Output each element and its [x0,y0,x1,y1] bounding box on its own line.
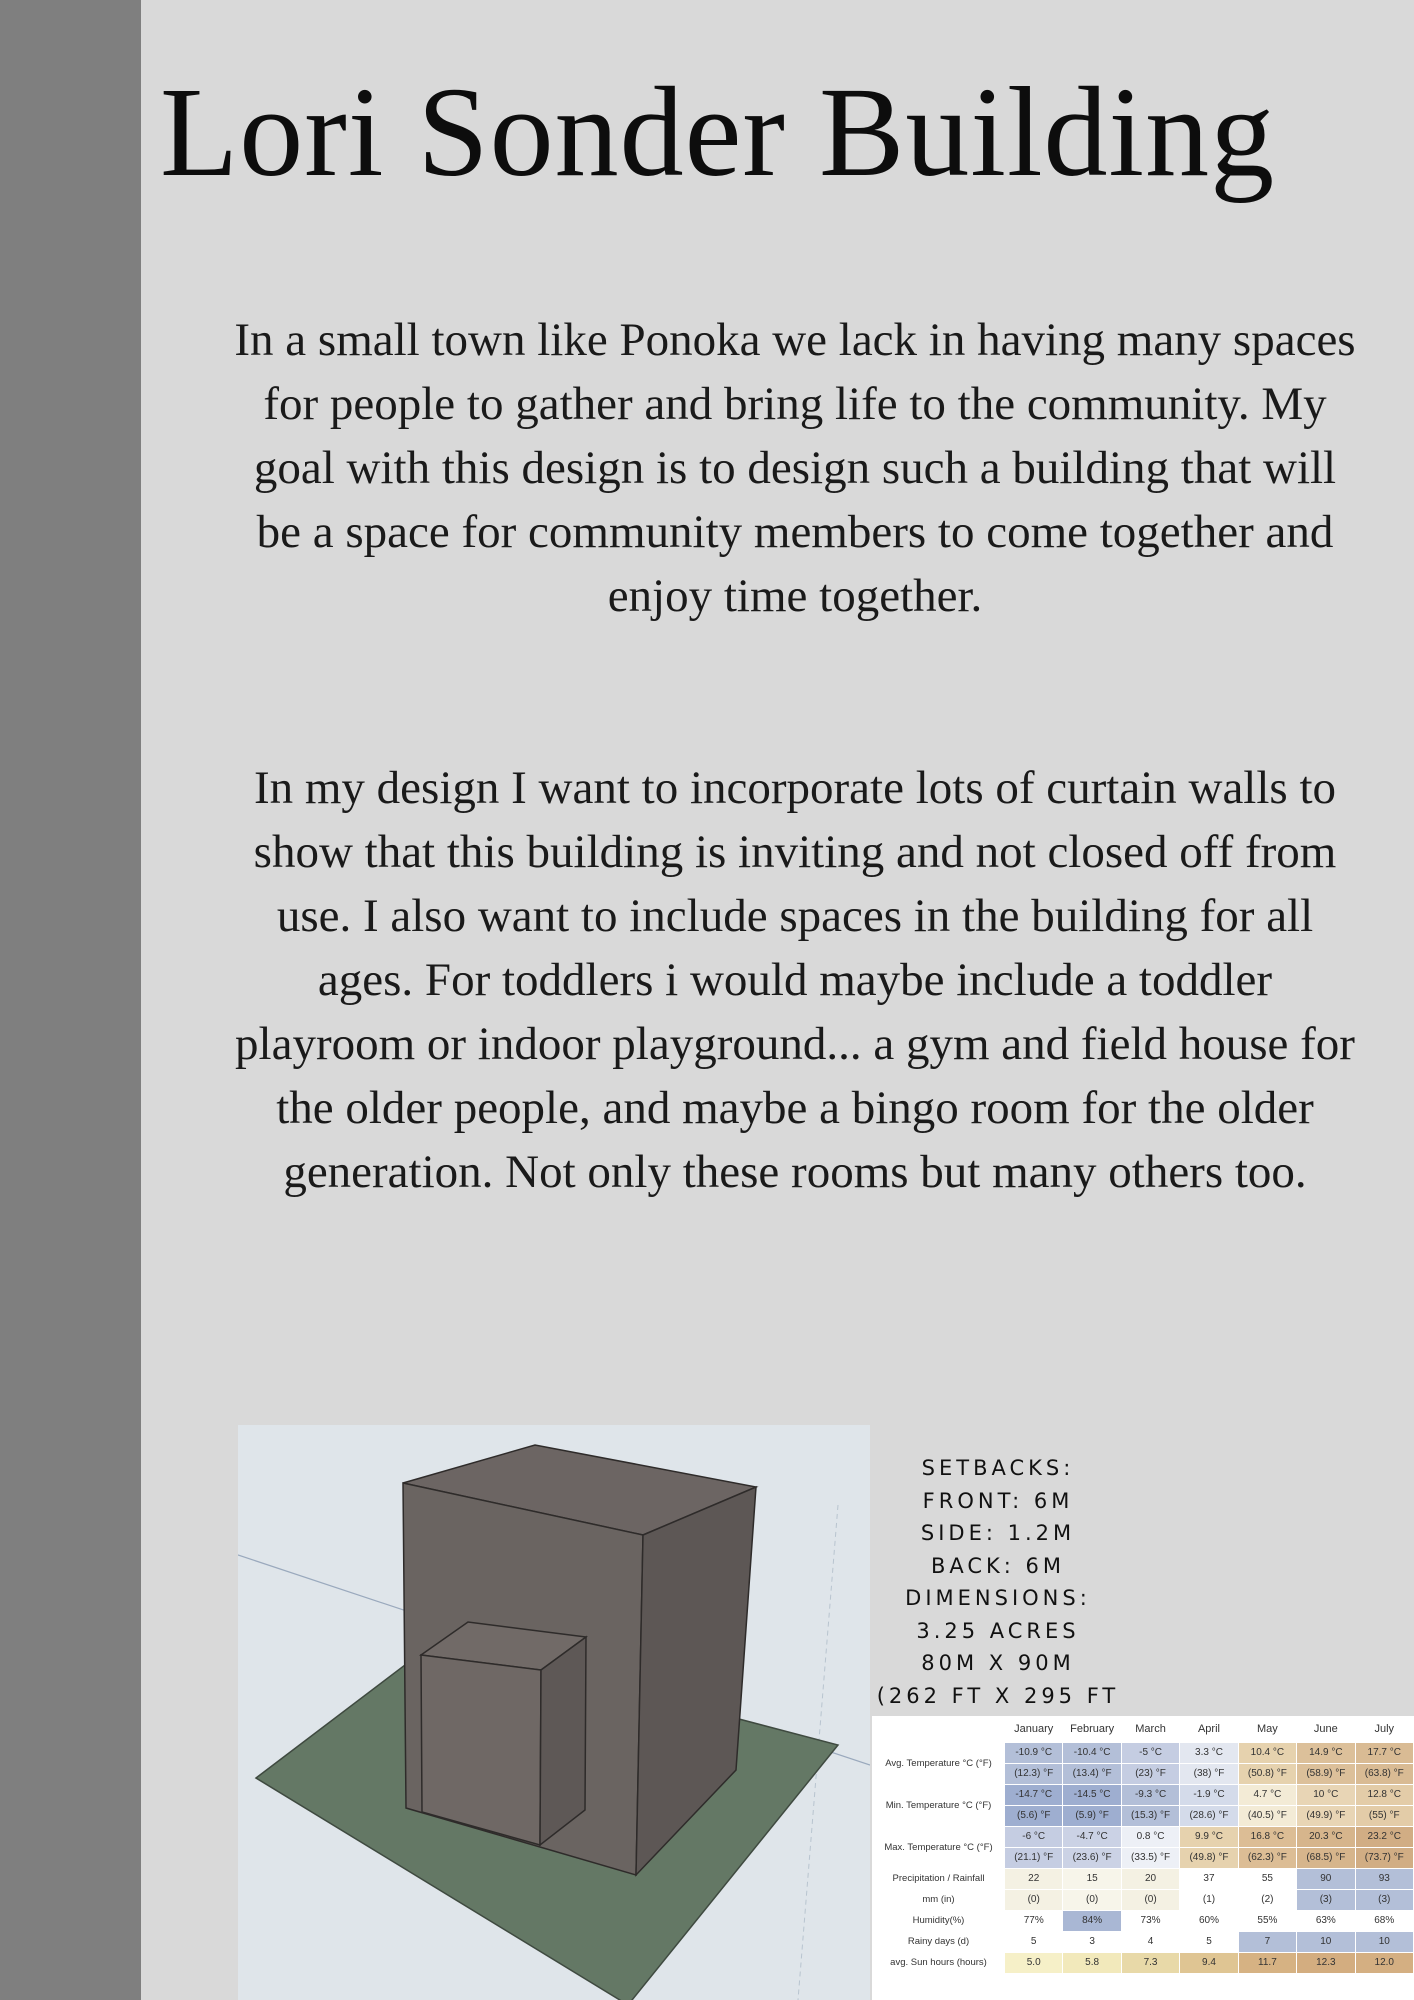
fahrenheit-cell: (23.6) °F [1063,1848,1121,1869]
celsius-cell: 10 °C [1297,1785,1355,1806]
spec-side: SIDE: 1.2M [920,1521,1076,1545]
header-spacer [873,1716,1005,1743]
page-title: Lori Sonder Building [160,61,1276,203]
row-label: Precipitation / Rainfall [873,1869,1005,1890]
value-cell: 84% [1063,1911,1121,1932]
value-cell: 5 [1005,1932,1063,1953]
fahrenheit-cell: (5.9) °F [1063,1806,1121,1827]
precip-in-cell: (0) [1005,1890,1063,1911]
value-cell: 5.8 [1063,1953,1121,1974]
month-header: January [1014,1723,1054,1735]
precip-mm-cell: 93 [1355,1869,1413,1890]
building-model-drawing [238,1425,870,2000]
value-cell: 77% [1005,1911,1063,1932]
value-cell: 9.4 [1180,1953,1238,1974]
precip-mm-cell: 37 [1180,1869,1238,1890]
precip-in-cell: (0) [1063,1890,1121,1911]
spec-setbacks-heading: SETBACKS: [921,1456,1075,1480]
value-cell: 73% [1121,1911,1179,1932]
fahrenheit-cell: (63.8) °F [1355,1764,1413,1785]
row-label: Min. Temperature °C (°F) [873,1785,1005,1827]
celsius-cell: 20.3 °C [1297,1827,1355,1848]
spec-area: 3.25 ACRES [916,1618,1080,1643]
value-cell: 3 [1063,1932,1121,1953]
precip-in-cell: (0) [1121,1890,1179,1911]
sidebar-band [0,0,141,2000]
celsius-cell: 0.8 °C [1121,1827,1179,1848]
celsius-cell: 3.3 °C [1180,1743,1238,1764]
value-cell: 55% [1238,1911,1296,1932]
value-cell: 10 [1297,1932,1355,1953]
precipitation-row [873,1869,1414,1890]
month-header: February [1070,1723,1115,1735]
row-label: Rainy days (d) [873,1932,1005,1953]
spec-front: FRONT: 6M [922,1488,1074,1513]
humidity-row [873,1911,1414,1932]
temperature-row [873,1785,1414,1806]
row-label: avg. Sun hours (hours) [873,1953,1005,1974]
precip-in-cell: (3) [1355,1890,1413,1911]
fahrenheit-cell: (15.3) °F [1121,1806,1179,1827]
fahrenheit-cell: (21.1) °F [1005,1848,1063,1869]
precip-mm-cell: 55 [1238,1869,1296,1890]
precip-mm-cell: 90 [1297,1869,1355,1890]
precip-in-cell: (2) [1238,1890,1296,1911]
rainy-days-row [873,1932,1414,1953]
value-cell: 12.0 [1355,1953,1413,1974]
spec-metric-size: 80M X 90M [921,1651,1075,1675]
precip-mm-cell: 20 [1121,1869,1179,1890]
celsius-cell: 4.7 °C [1238,1785,1296,1806]
value-cell: 68% [1355,1911,1413,1932]
row-label: Humidity(%) [873,1911,1005,1932]
celsius-cell: -14.5 °C [1063,1785,1121,1806]
climate-table-grid [872,1716,1414,1974]
celsius-cell: 16.8 °C [1238,1827,1296,1848]
celsius-cell: -4.7 °C [1063,1827,1121,1848]
fahrenheit-cell: (13.4) °F [1063,1764,1121,1785]
temperature-row [873,1743,1414,1764]
value-cell: 12.3 [1297,1953,1355,1974]
celsius-cell: 23.2 °C [1355,1827,1413,1848]
precipitation-row-in [873,1890,1414,1911]
month-header: July [1374,1723,1395,1735]
row-label: mm (in) [873,1890,1005,1911]
month-header: March [1135,1723,1166,1735]
precip-mm-cell: 22 [1005,1869,1063,1890]
value-cell: 4 [1121,1932,1179,1953]
spec-imperial-size: (262 FT X 295 FT [876,1683,1120,1708]
month-header: June [1313,1723,1338,1735]
fahrenheit-cell: (28.6) °F [1180,1806,1238,1827]
design-paragraph: In my design I want to incorporate lots of curtain walls to show that this building is inviting and not closed off from use. I also want to include spaces in the building for all ages. For toddlers i would maybe include a toddler playroom or indoor playground... a gym and field house for the older people, and maybe a bingo room for the older generation. Not only these rooms but many others too. [235,762,1355,1198]
month-header: May [1257,1723,1278,1735]
fahrenheit-cell: (49.8) °F [1180,1848,1238,1869]
celsius-cell: 14.9 °C [1297,1743,1355,1764]
fahrenheit-cell: (68.5) °F [1297,1848,1355,1869]
fahrenheit-cell: (33.5) °F [1121,1848,1179,1869]
row-label: Max. Temperature °C (°F) [873,1827,1005,1869]
annex-front-face [421,1655,541,1845]
intro-paragraph: In a small town like Ponoka we lack in having many spaces for people to gather and bring life to the community. My goal with this design is to design such a building that will be a space for community members to come together and enjoy time together. [234,314,1356,622]
fahrenheit-cell: (38) °F [1180,1764,1238,1785]
celsius-cell: -10.4 °C [1063,1743,1121,1764]
building-3d-model [238,1425,870,2000]
precip-mm-cell: 15 [1063,1869,1121,1890]
month-header: April [1197,1723,1220,1735]
value-cell: 7.3 [1121,1953,1179,1974]
value-cell: 63% [1297,1911,1355,1932]
sun-hours-row [873,1953,1414,1974]
annex-side-face [540,1637,586,1845]
spec-back: BACK: 6M [930,1553,1066,1578]
value-cell: 5 [1180,1932,1238,1953]
celsius-cell: -14.7 °C [1005,1785,1063,1806]
fahrenheit-cell: (50.8) °F [1238,1764,1296,1785]
fahrenheit-cell: (62.3) °F [1238,1848,1296,1869]
fahrenheit-cell: (49.9) °F [1297,1806,1355,1827]
row-label: Avg. Temperature °C (°F) [873,1743,1005,1785]
celsius-cell: -10.9 °C [1005,1743,1063,1764]
temperature-row [873,1827,1414,1848]
spec-dimensions-heading: DIMENSIONS: [905,1586,1091,1610]
climate-header-row [873,1716,1414,1743]
fahrenheit-cell: (73.7) °F [1355,1848,1413,1869]
celsius-cell: 12.8 °C [1355,1785,1413,1806]
precip-in-cell: (3) [1297,1890,1355,1911]
site-specs [868,1452,1128,1712]
fahrenheit-cell: (40.5) °F [1238,1806,1296,1827]
climate-body [873,1743,1414,1974]
celsius-cell: -9.3 °C [1121,1785,1179,1806]
fahrenheit-cell: (58.9) °F [1297,1764,1355,1785]
fahrenheit-cell: (55) °F [1355,1806,1413,1827]
climate-table [872,1716,1414,2000]
value-cell: 7 [1238,1932,1296,1953]
fahrenheit-cell: (5.6) °F [1005,1806,1063,1827]
celsius-cell: 17.7 °C [1355,1743,1413,1764]
value-cell: 11.7 [1238,1953,1296,1974]
value-cell: 60% [1180,1911,1238,1932]
celsius-cell: -6 °C [1005,1827,1063,1848]
value-cell: 5.0 [1005,1953,1063,1974]
celsius-cell: 9.9 °C [1180,1827,1238,1848]
precip-in-cell: (1) [1180,1890,1238,1911]
celsius-cell: -1.9 °C [1180,1785,1238,1806]
celsius-cell: -5 °C [1121,1743,1179,1764]
fahrenheit-cell: (23) °F [1121,1764,1179,1785]
fahrenheit-cell: (12.3) °F [1005,1764,1063,1785]
celsius-cell: 10.4 °C [1238,1743,1296,1764]
value-cell: 10 [1355,1932,1413,1953]
